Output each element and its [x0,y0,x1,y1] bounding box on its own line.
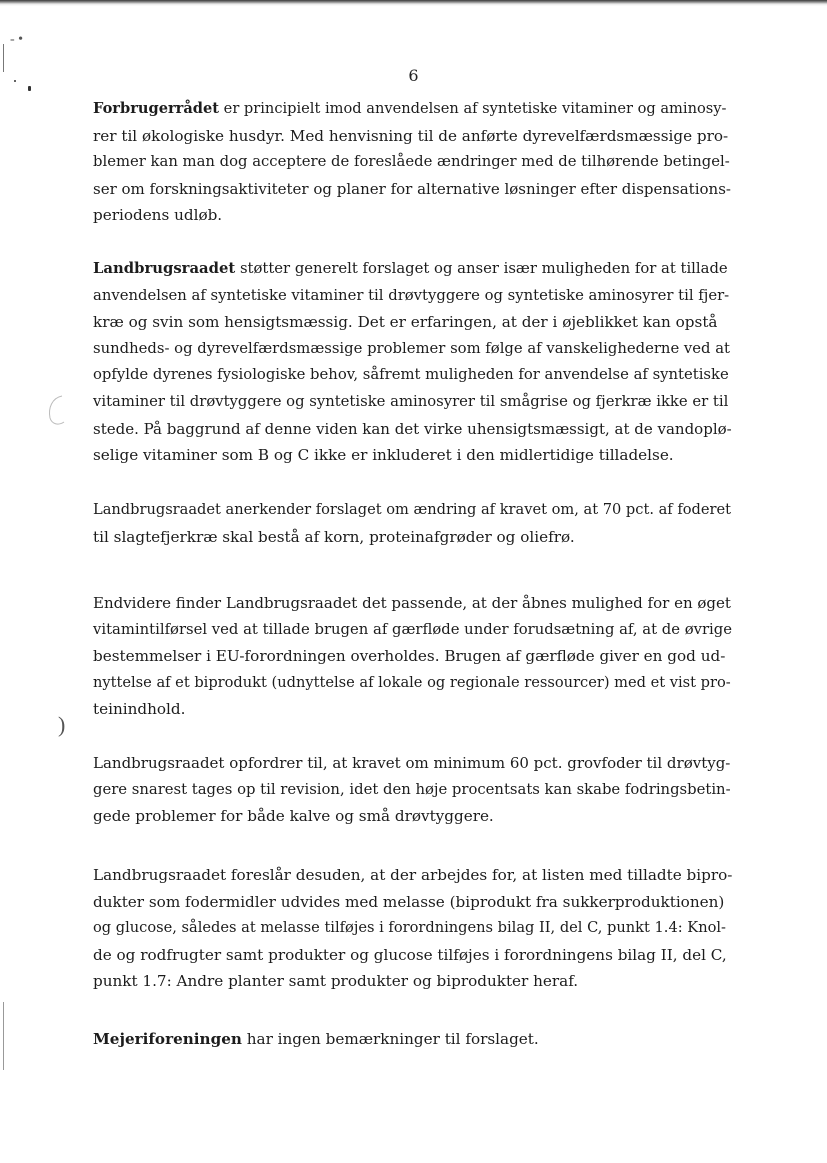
organization-name: Landbrugsraadet [93,260,236,277]
paragraph-landbrugsraadet-2: Landbrugsraadet anerkender forslaget om ændring af kravet om, at 70 pct. af foderet til slagtefjerkræ skal bestå af korn, proteinafgrøder og oliefrø. [93,501,731,546]
paragraph-landbrugsraadet-1: Landbrugsraadet støtter generelt forslaget og anser især muligheden for at tillade anvendelsen af syntetiske vitaminer til drøvtyggere og syntetiske aminosyrer til fjer- kræ og svin som hensigtsmæssig. Det er erfaringen, at der i øjeblikket kan opstå sundheds- og dyrevelfærdsmæssige problemer som følge af vanskelighederne ved at opfylde dyrenes fysiologiske behov, såfremt muligheden for anvendelse af syntetiske vitaminer til drøvtyggere og syntetiske aminosyrer til smågrise og fjerkræ ikke er til stede. På baggrund af denne viden kan det virke uhensigtsmæssigt, at de vandoplø- selige vitaminer som B og C ikke er inkluderet i den midlertidige tilladelse. [93,260,732,465]
paragraph-landbrugsraadet-3: Endvidere finder Landbrugsraadet det passende, at der åbnes mulighed for en øget vitamintilførsel ved at tillade brugen af gærfløde under forudsætning af, at de øvrige bestemmelser i EU-forordningen overholdes. Brugen af gærfløde giver en god ud- nyttelse af et biprodukt (udnyttelse af lokale og regionale ressourcer) med et vist pro- teinindhold. [93,594,732,719]
scan-speck [28,86,31,91]
page-number: 6 [408,66,419,85]
scan-top-edge [0,0,827,6]
paragraph-landbrugsraadet-4: Landbrugsraadet opfordrer til, at kravet om minimum 60 pct. grovfoder til drøvtyg- gere snarest tages op til revision, idet den høje procentsats kan skabe fodringsbetin- gede problemer for både kalve og små drøvtyggere. [93,754,731,826]
organization-name: Mejeriforeningen [93,1030,242,1048]
paragraph-mejeriforeningen: Mejeriforeningen har ingen bemærkninger til forslaget. [93,1030,539,1048]
paragraph-forbrugerraadet: Forbrugerrådet er principielt imod anvendelsen af syntetiske vitaminer og aminosy- rer til økologiske husdyr. Med henvisning til de anførte dyrevelfærdsmæssige pro- blemer kan man dog acceptere de foreslåede ændringer med de tilhørende betingel- ser om forskningsaktiviteter og planer for alternative løsninger efter dispensations- periodens udløb. [93,100,731,225]
organization-name: Forbrugerrådet [93,100,220,117]
punch-hole-mark [44,392,70,428]
margin-mark-bracket: ) [58,712,66,737]
scan-edge-line [3,1002,4,1070]
margin-mark-top: - • [10,32,24,47]
paragraph-landbrugsraadet-5: Landbrugsraadet foreslår desuden, at der arbejdes for, at listen med tilladte bipro- dukter som fodermidler udvides med melasse (biprodukt fra sukkerproduktionen) og glucose, således at melasse tilføjes i forordningens bilag II, del C, punkt 1.4: Knol- de og rodfrugter samt produkter og glucose tilføjes i forordningens bilag II, del C, punkt 1.7: Andre planter samt produkter og biprodukter heraf. [93,866,733,991]
